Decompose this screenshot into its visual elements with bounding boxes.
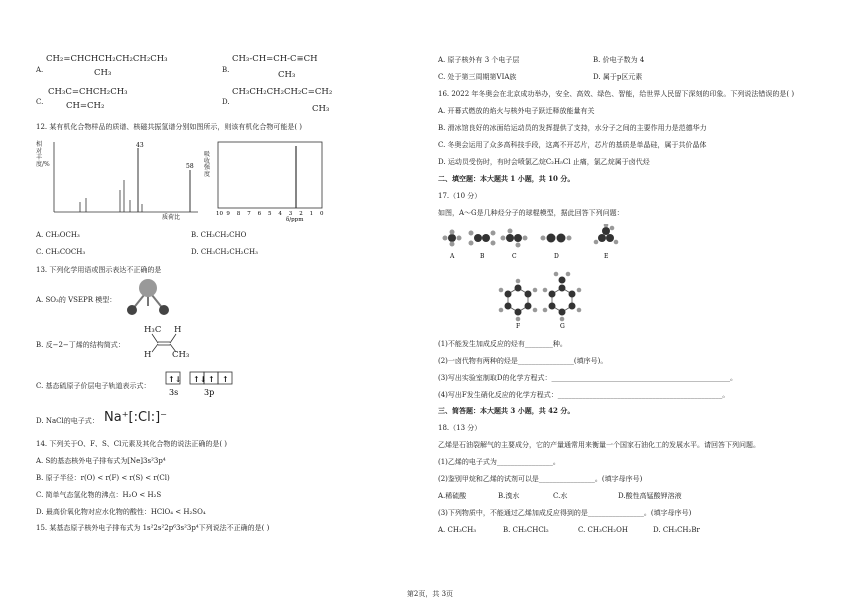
svg-text:↑: ↑ (222, 374, 229, 384)
question-15-stem: 15. 某基态原子核外电子排布式为 1s²2s²2p⁶3s²3p⁴下列说法不正确的是( ) (36, 524, 270, 532)
ball-stick-models-figure (438, 224, 658, 334)
butene-c-bot: CH₃ (172, 350, 190, 360)
q18-opt2-d: D. CH₃CH₂Br (653, 526, 700, 534)
nmr-tick-label: 1 (309, 211, 314, 217)
q12-option-c: C. CH₃COCH₃ (36, 248, 86, 256)
q18-part-1: (1)乙烯的电子式为________________。 (438, 458, 560, 466)
so3-vsepr-model-icon (124, 276, 174, 318)
q18-opt1-d: D.酸性高锰酸钾溶液 (618, 492, 682, 500)
svg-text:↑: ↑ (208, 374, 215, 384)
q13-option-d: D. NaCl的电子式： (36, 417, 99, 425)
option-d-structure: CH₃CH₂CH₂CH₂C=CH₂ (232, 87, 333, 97)
q17-part-3: (3)写出实验室制取D的化学方程式：___________________________________________________。 (438, 374, 738, 382)
model-label-g: G (560, 323, 565, 330)
question-17-number: 17.（10 分） (438, 192, 482, 200)
question-13-stem: 13. 下列化学用语或图示表达不正确的是 (36, 266, 162, 274)
nmr-tick-label: 7 (247, 211, 251, 217)
svg-text:↑↓: ↑↓ (193, 374, 207, 384)
sulfur-orbital-diagram (164, 370, 244, 400)
mass-spectrum-chart (50, 140, 200, 220)
q16-option-c: C. 冬奥会运用了众多高科技手段，这离不开芯片，芯片的基质是单晶硅，属于共价晶体 (438, 141, 707, 149)
q13-option-a: A. SO₃的 VSEPR 模型： (36, 296, 117, 304)
right-column (438, 0, 833, 608)
nmr-xlabel: δ/ppm (286, 217, 304, 222)
q14-option-b: B. 原子半径：r(O) < r(F) < r(S) < r(Cl) (36, 474, 170, 482)
nmr-tick-label: 8 (236, 211, 241, 217)
butene-bond-icon (148, 332, 180, 354)
q12-option-d: D. CH₃CH₂CH₂CH₃ (191, 248, 258, 256)
question-12-stem: 12. 某有机化合物样品的质谱、核磁共振氢谱分别如图所示，则该有机化合物可能是( ) (36, 123, 303, 131)
q16-option-d: D. 运动员受伤时，有时会喷氯乙烷C₂H₅Cl 止痛，氯乙烷属于卤代烃 (438, 158, 650, 166)
nmr-spectrum-chart (216, 140, 326, 222)
nmr-ylabel: 吸收强度 (204, 151, 211, 178)
question-18-intro: 乙烯是石油裂解气的主要成分，它的产量通常用来衡量一个国家石油化工的发展水平。请回答下列问题。 (438, 441, 760, 449)
model-label-c: C (512, 253, 517, 260)
q17-part-4: (4)写出F发生硝化反应的化学方程式：_______________________________________________。 (438, 391, 730, 399)
option-a-structure: CH₂=CHCHCH₂CH₂CH₂CH₃ (46, 54, 168, 64)
q15-option-d: D. 属于p区元素 (593, 73, 643, 81)
page-footer: 第2页，共 3页 (406, 589, 454, 598)
q17-part-1: (1)不能发生加成反应的烃有________种。 (438, 340, 567, 348)
q18-opt2-a: A. CH₃CH₃ (438, 526, 477, 534)
orbital-3p-label: 3p (204, 388, 215, 397)
nmr-tick-label: 10 (216, 211, 223, 217)
q14-option-c: C. 简单气态氢化物的沸点：H₂O < H₂S (36, 491, 162, 499)
q17-part-2: (2)一卤代物有两种的烃是________________(填序号)。 (438, 357, 608, 365)
nmr-tick-label: 5 (268, 211, 272, 217)
q18-part-3: (3)下列物质中，不能通过乙烯加成反应得到的是________________。(填字母序号) (438, 509, 692, 517)
question-14-stem: 14. 下列关于O、F、S、Cl元素及其化合物的说法正确的是( ) (36, 440, 228, 448)
q13-option-b: B. 反−2−丁烯的结构简式： (36, 341, 125, 349)
q18-opt1-a: A.稀硫酸 (438, 492, 467, 500)
butene-c-top: H₃C (144, 325, 162, 335)
q13-option-c: C. 基态硫原子价层电子轨道表示式： (36, 382, 151, 390)
butene-h-top: H (174, 325, 182, 335)
option-c-structure: CH₃C=CHCH₂CH₃ (48, 87, 128, 97)
model-label-a: A (450, 253, 455, 260)
model-label-b: B (480, 253, 485, 260)
option-a-label: A. (36, 66, 44, 74)
model-label-d: D (554, 253, 559, 260)
option-b-structure: CH₃-CH=CH-C≡CH (232, 54, 318, 64)
nmr-tick-label: 2 (299, 211, 303, 217)
q15-option-c: C. 处于第三周期第VIA族 (438, 73, 517, 81)
nmr-tick-label: 3 (288, 211, 293, 217)
nmr-tick-label: 9 (226, 211, 230, 217)
mass-spec-ylabel: 相对丰度/% (36, 141, 50, 168)
q16-option-a: A. 开幕式燃放的焰火与核外电子跃迁释放能量有关 (438, 107, 595, 115)
q12-option-a: A. CH₃OCH₃ (36, 231, 80, 239)
q12-option-b: B. CH₃CH₂CHO (191, 231, 247, 239)
butene-h-bot: H (144, 350, 152, 360)
q16-option-b: B. 滑冰馆良好的冰面给运动员的发挥提供了支持，水分子之间的主要作用力是范德华力 (438, 124, 707, 132)
ms-peak-43: 43 (136, 142, 144, 149)
svg-text:↑↓: ↑↓ (168, 374, 182, 384)
option-c-label: C. (36, 98, 44, 106)
q18-opt2-c: C. CH₃CH₂OH (578, 526, 628, 534)
nmr-tick-label: 0 (320, 211, 324, 217)
model-label-f: F (516, 323, 521, 330)
q15-option-b: B. 价电子数为 4 (593, 56, 645, 64)
q14-option-a: A. S的基态核外电子排布式为[Ne]3s²3p⁴ (36, 457, 166, 465)
option-d-branch: CH₃ (312, 104, 330, 114)
nmr-tick-label: 6 (257, 211, 262, 217)
nmr-tick-label: 4 (278, 211, 282, 217)
q18-opt1-c: C.水 (553, 492, 568, 500)
model-label-e: E (604, 253, 609, 260)
orbital-3s-label: 3s (169, 388, 179, 397)
section-3-heading: 三、简答题：本大题共 3 小题，共 42 分。 (438, 406, 575, 415)
q18-opt2-b: B. CH₃CHCl₂ (503, 526, 549, 534)
option-c-branch: CH=CH₂ (66, 101, 105, 111)
nacl-electron-formula: Na⁺[:Cl:]⁻ (104, 410, 168, 425)
option-b-label: B. (222, 66, 230, 74)
q14-option-d: D. 最高价氧化物对应水化物的酸性：HClO₄ < H₂SO₄ (36, 508, 206, 516)
q15-option-a: A. 原子核外有 3 个电子层 (438, 56, 520, 64)
ms-peak-58: 58 (186, 163, 194, 170)
section-2-heading: 二、填空题：本大题共 1 小题，共 10 分。 (438, 174, 575, 183)
question-16-stem: 16. 2022 年冬奥会在北京成功举办，安全、高效、绿色、智能，给世界人民留下深刻的印象。下列说法错误的是( ) (438, 90, 795, 98)
question-17-intro: 如图，A～G是几种烃分子的球棍模型，据此回答下列问题： (438, 209, 624, 217)
ms-xlabel: 质荷比 (162, 214, 181, 220)
left-column (36, 0, 421, 608)
option-b-branch: CH₃ (278, 70, 296, 80)
option-a-branch: CH₃ (94, 68, 112, 78)
option-d-label: D. (222, 98, 230, 106)
question-18-number: 18.（13 分） (438, 424, 482, 432)
q18-part-2: (2)鉴别甲烷和乙烯的试剂可以是________________。(填字母序号) (438, 475, 643, 483)
q18-opt1-b: B.溴水 (498, 492, 520, 500)
